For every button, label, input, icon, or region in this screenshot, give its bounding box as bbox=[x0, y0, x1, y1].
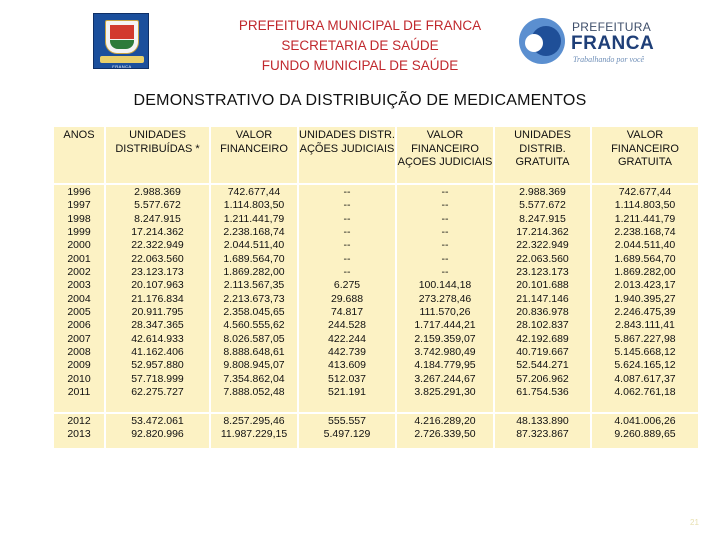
table-cell: 2002 bbox=[67, 266, 91, 279]
table-cell: 62.275.727 bbox=[131, 386, 184, 399]
table-cell: 41.162.406 bbox=[131, 346, 184, 359]
table-cell: 2013 bbox=[67, 427, 91, 440]
table-cell: 2.044.511,40 bbox=[614, 239, 676, 252]
table-cell: 100.144,18 bbox=[418, 279, 472, 292]
table-cell: 1.940.395,27 bbox=[614, 292, 676, 305]
table-cell: 1997 bbox=[67, 199, 91, 212]
table-cell: 8.026.587,05 bbox=[223, 332, 285, 345]
table-cell: 2008 bbox=[67, 346, 91, 359]
col-unidades-judiciais bbox=[298, 184, 396, 413]
logo-top-text: PREFEITURA bbox=[572, 20, 652, 34]
table-cell: 4.041.006,26 bbox=[614, 415, 676, 427]
table-cell: 6.275 bbox=[333, 279, 361, 292]
table-cell: 17.214.362 bbox=[516, 226, 569, 239]
table-cell: 2.246.475,39 bbox=[614, 306, 676, 319]
table-cell: 5.577.672 bbox=[134, 199, 181, 212]
table-cell: 23.123.173 bbox=[516, 266, 569, 279]
col-valor-judiciais bbox=[396, 413, 494, 449]
table-cell: 8.888.648,61 bbox=[223, 346, 285, 359]
distribution-table bbox=[52, 125, 700, 450]
header-line-1: PREFEITURA MUNICIPAL DE FRANCA bbox=[238, 18, 482, 33]
table-cell: 8.247.915 bbox=[134, 212, 181, 225]
table-cell: 57.718.999 bbox=[131, 372, 184, 385]
table-cell: 4.087.617,37 bbox=[614, 372, 676, 385]
table-cell: 422.244 bbox=[328, 332, 366, 345]
table-cell: 521.191 bbox=[328, 386, 366, 399]
table-cell: 1.869.282,00 bbox=[223, 266, 285, 279]
table-cell: 2.159.359,07 bbox=[414, 332, 476, 345]
page-title: DEMONSTRATIVO DA DISTRIBUIÇÃO DE MEDICAMENTOS bbox=[133, 92, 587, 109]
header-line-2: SECRETARIA DE SAÚDE bbox=[281, 38, 439, 53]
col-valor-gratuita bbox=[591, 184, 699, 413]
table-cell: 2006 bbox=[67, 319, 91, 332]
table-cell: 555.557 bbox=[328, 415, 366, 427]
col-anos bbox=[53, 184, 105, 413]
table-cell: 1998 bbox=[67, 212, 91, 225]
table-cell: 22.322.949 bbox=[516, 239, 569, 252]
table-cell: 9.260.889,65 bbox=[614, 427, 676, 440]
table-cell: 1.689.564,70 bbox=[614, 252, 676, 265]
table-cell: 92.820.996 bbox=[131, 427, 184, 440]
table-cell: 8.257.295,46 bbox=[223, 415, 285, 427]
table-cell: 5.867.227,98 bbox=[614, 332, 676, 345]
table-cell: 23.123.173 bbox=[131, 266, 184, 279]
table-cell: 4.062.761,18 bbox=[614, 386, 676, 399]
table-cell: 1.211.441,79 bbox=[223, 212, 285, 225]
col-unidades-judiciais bbox=[298, 413, 396, 449]
table-cell: 2003 bbox=[67, 279, 91, 292]
col-unidades-distribuidas bbox=[105, 184, 210, 413]
table-cell: 28.102.837 bbox=[516, 319, 569, 332]
table-cell: -- bbox=[343, 226, 351, 239]
table-block-2012-2013 bbox=[53, 413, 699, 449]
table-cell: 8.247.915 bbox=[519, 212, 566, 225]
table-cell: 2000 bbox=[67, 239, 91, 252]
table-cell: 29.688 bbox=[330, 292, 364, 305]
table-cell: 17.214.362 bbox=[131, 226, 184, 239]
table-cell: 22.063.560 bbox=[516, 252, 569, 265]
table-cell: 61.754.536 bbox=[516, 386, 569, 399]
table-cell: 1.689.564,70 bbox=[223, 252, 285, 265]
table-cell: 742.677,44 bbox=[227, 186, 281, 198]
table-cell: 42.192.689 bbox=[516, 332, 569, 345]
table-cell: 2011 bbox=[67, 386, 91, 399]
table-cell: 1996 bbox=[67, 186, 91, 198]
table-cell: 20.107.963 bbox=[131, 279, 184, 292]
col-valor-gratuita bbox=[591, 413, 699, 449]
table-cell: -- bbox=[343, 199, 351, 212]
crest-text: FRANCA bbox=[112, 64, 132, 69]
table-cell: 52.544.271 bbox=[516, 359, 569, 372]
table-cell: 2.358.045,65 bbox=[223, 306, 285, 319]
table-cell: 7.888.052,48 bbox=[223, 386, 285, 399]
table-cell: 2.044.511,40 bbox=[223, 239, 285, 252]
table-cell: 244.528 bbox=[328, 319, 366, 332]
table-cell: -- bbox=[343, 266, 351, 279]
table-cell: 5.145.668,12 bbox=[614, 346, 676, 359]
table-cell: 3.742.980,49 bbox=[414, 346, 476, 359]
table-cell: -- bbox=[441, 186, 449, 198]
header-line-3: FUNDO MUNICIPAL DE SAÚDE bbox=[261, 58, 459, 73]
table-cell: 7.354.862,04 bbox=[223, 372, 285, 385]
table-cell: 1.717.444,21 bbox=[414, 319, 476, 332]
logo-name-text: FRANCA bbox=[571, 33, 655, 54]
table-cell: 2.843.111,41 bbox=[615, 319, 675, 332]
col-unidades-distribuidas bbox=[105, 413, 210, 449]
table-cell: 1.211.441,79 bbox=[614, 212, 676, 225]
col-unidades-gratuita bbox=[494, 184, 591, 413]
table-cell: -- bbox=[441, 212, 449, 225]
col-valor-financeiro bbox=[210, 184, 298, 413]
table-header-row bbox=[53, 126, 699, 184]
table-cell: 742.677,44 bbox=[618, 186, 672, 198]
table-cell: 20.836.978 bbox=[516, 306, 569, 319]
col-unidades-gratuita bbox=[494, 413, 591, 449]
table-cell: 52.957.880 bbox=[131, 359, 184, 372]
table-cell: 4.184.779,95 bbox=[414, 359, 476, 372]
table-cell: 2010 bbox=[67, 372, 91, 385]
table-cell: -- bbox=[343, 186, 351, 198]
table-cell: 2.113.567,35 bbox=[223, 279, 285, 292]
table-cell: 22.063.560 bbox=[131, 252, 184, 265]
table-cell: -- bbox=[441, 239, 449, 252]
table-cell: 2.213.673,73 bbox=[223, 292, 285, 305]
table-cell: 1999 bbox=[67, 226, 91, 239]
col-valor-financeiro bbox=[210, 413, 298, 449]
table-cell: 5.577.672 bbox=[519, 199, 566, 212]
table-cell: -- bbox=[441, 226, 449, 239]
table-cell: 2009 bbox=[67, 359, 91, 372]
table-cell: -- bbox=[441, 266, 449, 279]
table-cell: 4.560.555,62 bbox=[223, 319, 285, 332]
table-cell: 22.322.949 bbox=[131, 239, 184, 252]
page-number: 21 bbox=[690, 518, 699, 527]
table-cell: 111.570,26 bbox=[419, 306, 471, 319]
table-cell: 28.347.365 bbox=[131, 319, 184, 332]
col-header-valor-judiciais: VALOR FINANCEIRO AÇOES JUDICIAIS bbox=[396, 126, 494, 184]
table-cell: -- bbox=[441, 252, 449, 265]
table-cell: 20.101.688 bbox=[516, 279, 569, 292]
table-cell: 57.206.962 bbox=[516, 372, 569, 385]
table-cell: 2.726.339,50 bbox=[414, 427, 476, 440]
table-cell: 1.114.803,50 bbox=[223, 199, 285, 212]
table-cell: -- bbox=[343, 252, 351, 265]
table-cell: 273.278,46 bbox=[418, 292, 472, 305]
col-valor-judiciais bbox=[396, 184, 494, 413]
table-cell: 2.238.168,74 bbox=[223, 226, 285, 239]
col-header-valor-gratuita: VALOR FINANCEIRO GRATUITA bbox=[591, 126, 699, 184]
table-cell: 20.911.795 bbox=[131, 306, 184, 319]
table-cell: 2.238.168,74 bbox=[614, 226, 676, 239]
table-cell: 2.988.369 bbox=[134, 186, 181, 198]
table-cell: -- bbox=[343, 239, 351, 252]
table-cell: 21.176.834 bbox=[131, 292, 184, 305]
table-cell: 4.216.289,20 bbox=[414, 415, 476, 427]
table-cell: 40.719.667 bbox=[516, 346, 569, 359]
table-cell: 2.988.369 bbox=[519, 186, 566, 198]
table-cell: 2005 bbox=[67, 306, 91, 319]
table-cell: 2.013.423,17 bbox=[614, 279, 676, 292]
table-cell: 442.739 bbox=[328, 346, 366, 359]
table-cell: 53.472.061 bbox=[131, 415, 184, 427]
logo-slogan-text: Trabalhando por você bbox=[573, 55, 645, 64]
prefeitura-franca-logo bbox=[515, 14, 665, 70]
table-cell: 42.614.933 bbox=[131, 332, 184, 345]
col-header-anos: ANOS bbox=[53, 126, 105, 184]
table-cell: 87.323.867 bbox=[516, 427, 569, 440]
table-cell: 2001 bbox=[67, 252, 91, 265]
col-header-unidades-distribuidas: UNIDADES DISTRIBUÍDAS * bbox=[105, 126, 210, 184]
table-cell: 9.808.945,07 bbox=[223, 359, 285, 372]
table-cell: 5.624.165,12 bbox=[614, 359, 676, 372]
col-header-unidades-gratuita: UNIDADES DISTRIB. GRATUITA bbox=[494, 126, 591, 184]
table-cell: 512.037 bbox=[328, 372, 366, 385]
table-cell: 3.825.291,30 bbox=[414, 386, 476, 399]
table-cell: 413.609 bbox=[328, 359, 366, 372]
table-cell: -- bbox=[343, 212, 351, 225]
table-cell: 2007 bbox=[67, 332, 91, 345]
table-cell: 48.133.890 bbox=[516, 415, 569, 427]
table-cell: 1.869.282,00 bbox=[614, 266, 676, 279]
table-block-1996-2011 bbox=[53, 184, 699, 413]
table-cell: 11.987.229,15 bbox=[220, 427, 288, 440]
col-header-unidades-judiciais: UNIDADES DISTR. AÇÕES JUDICIAIS bbox=[298, 126, 396, 184]
table-cell: -- bbox=[441, 199, 449, 212]
col-header-valor-financeiro: VALOR FINANCEIRO bbox=[210, 126, 298, 184]
table-cell: 2012 bbox=[67, 415, 91, 427]
table-cell: 21.147.146 bbox=[516, 292, 569, 305]
col-anos bbox=[53, 413, 105, 449]
table-cell: 74.817 bbox=[330, 306, 364, 319]
table-cell: 5.497.129 bbox=[323, 427, 371, 440]
table-cell: 1.114.803,50 bbox=[614, 199, 676, 212]
table-cell: 2004 bbox=[67, 292, 91, 305]
table-cell: 3.267.244,67 bbox=[414, 372, 476, 385]
